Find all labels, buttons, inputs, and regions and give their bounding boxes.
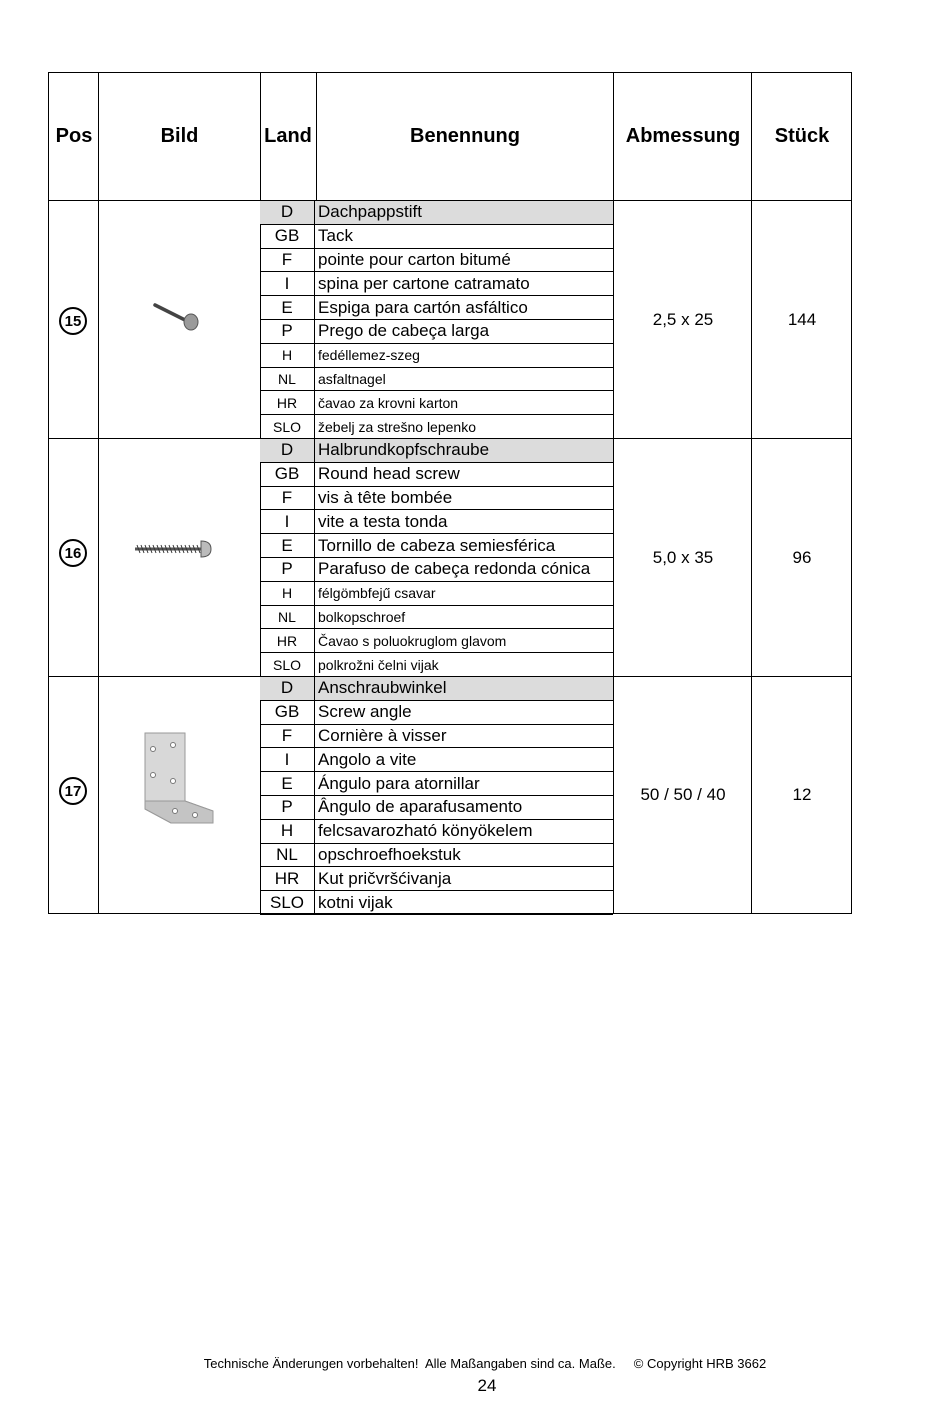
land-code: I (260, 748, 315, 771)
part-name: čavao za krovni karton (318, 394, 459, 411)
part-name: Parafuso de cabeça redonda cónica (318, 559, 591, 579)
land-code: H (260, 344, 315, 367)
part-row-15 (49, 201, 851, 439)
part-name: Dachpappstift (318, 202, 422, 222)
land-code: D (260, 677, 315, 700)
part-name: Espiga para cartón asfáltico (318, 297, 528, 317)
land-code: P (260, 796, 315, 819)
land-code: E (260, 772, 315, 795)
part-name: polkrožni čelni vijak (318, 657, 439, 674)
part-name: Screw angle (318, 702, 412, 722)
part-name: spina per cartone catramato (318, 273, 530, 293)
land-code: NL (260, 606, 315, 629)
part-name: Ángulo para atornillar (318, 773, 480, 793)
land-code: F (260, 725, 315, 748)
land-code: GB (260, 225, 315, 248)
abmessung-value: 50 / 50 / 40 (640, 785, 726, 804)
land-code: HR (260, 629, 315, 652)
land-code: GB (260, 463, 315, 486)
part-row-16 (49, 439, 851, 677)
land-code: I (260, 510, 315, 533)
part-name: Prego de cabeça larga (318, 321, 490, 341)
position-badge: 17 (59, 777, 87, 805)
land-code: H (260, 582, 315, 605)
part-name: asfaltnagel (318, 370, 386, 387)
land-code: I (260, 272, 315, 295)
header-pos: Pos (55, 125, 93, 147)
part-name: vite a testa tonda (318, 511, 448, 531)
land-code: SLO (260, 653, 315, 677)
parts-table (48, 72, 852, 914)
stueck-value: 144 (787, 310, 817, 329)
header-bild: Bild (160, 125, 199, 147)
part-name: Tornillo de cabeza semiesférica (318, 535, 556, 555)
part-name: Round head screw (318, 464, 460, 484)
header-abmessung: Abmessung (625, 125, 741, 147)
land-code: F (260, 249, 315, 272)
part-row-17 (49, 677, 851, 913)
land-code: H (260, 820, 315, 843)
land-code: E (260, 296, 315, 319)
header-benennung: Benennung (410, 125, 520, 147)
land-code: NL (260, 368, 315, 391)
header-stueck: Stück (774, 125, 830, 147)
land-code: P (260, 558, 315, 581)
page-number: 24 (477, 1376, 497, 1395)
name-list (260, 439, 613, 677)
part-name: Anschraubwinkel (318, 678, 447, 698)
land-code: SLO (260, 415, 315, 439)
land-code: D (260, 201, 315, 224)
part-name: Ângulo de aparafusamento (318, 797, 523, 817)
table-header (49, 73, 851, 201)
part-name: fedéllemez-szeg (318, 347, 420, 364)
land-code: D (260, 439, 315, 462)
part-name: Halbrundkopfschraube (318, 440, 490, 460)
tack-nail-icon (149, 297, 205, 337)
part-name: félgömbfejű csavar (318, 585, 436, 602)
land-code: E (260, 534, 315, 557)
part-name: Čavao s poluokruglom glavom (318, 632, 507, 649)
position-badge: 16 (59, 539, 87, 567)
stueck-value: 12 (792, 785, 812, 804)
land-code: P (260, 320, 315, 343)
part-name: Kut pričvršćivanja (318, 868, 452, 888)
part-name: bolkopschroef (318, 608, 406, 625)
part-name: žebelj za strešno lepenko (318, 419, 476, 436)
part-name: vis à tête bombée (318, 487, 453, 507)
stueck-value: 96 (792, 548, 812, 567)
land-code: HR (260, 867, 315, 890)
name-list (260, 201, 613, 439)
footer-disclaimer: Technische Änderungen vorbehalten! Alle Maßangaben sind ca. Maße. © Copyright HRB 3662 (203, 1356, 767, 1371)
part-name: kotni vijak (318, 892, 393, 912)
part-name: Angolo a vite (318, 749, 417, 769)
land-code: F (260, 487, 315, 510)
name-list (260, 677, 613, 915)
part-name: Tack (318, 226, 353, 246)
land-code: HR (260, 391, 315, 414)
part-name: felcsavarozható könyökelem (318, 821, 533, 841)
part-name: Cornière à visser (318, 725, 447, 745)
part-name: opschroefhoekstuk (318, 844, 461, 864)
position-badge: 15 (59, 307, 87, 335)
part-name: pointe pour carton bitumé (318, 249, 511, 269)
land-code: GB (260, 701, 315, 724)
land-code: SLO (260, 891, 315, 914)
land-code: NL (260, 844, 315, 867)
abmessung-value: 2,5 x 25 (652, 310, 714, 329)
abmessung-value: 5,0 x 35 (652, 548, 714, 567)
header-land: Land (264, 125, 312, 147)
screw-angle-bracket-icon (135, 727, 217, 829)
round-head-screw-icon (133, 537, 213, 561)
